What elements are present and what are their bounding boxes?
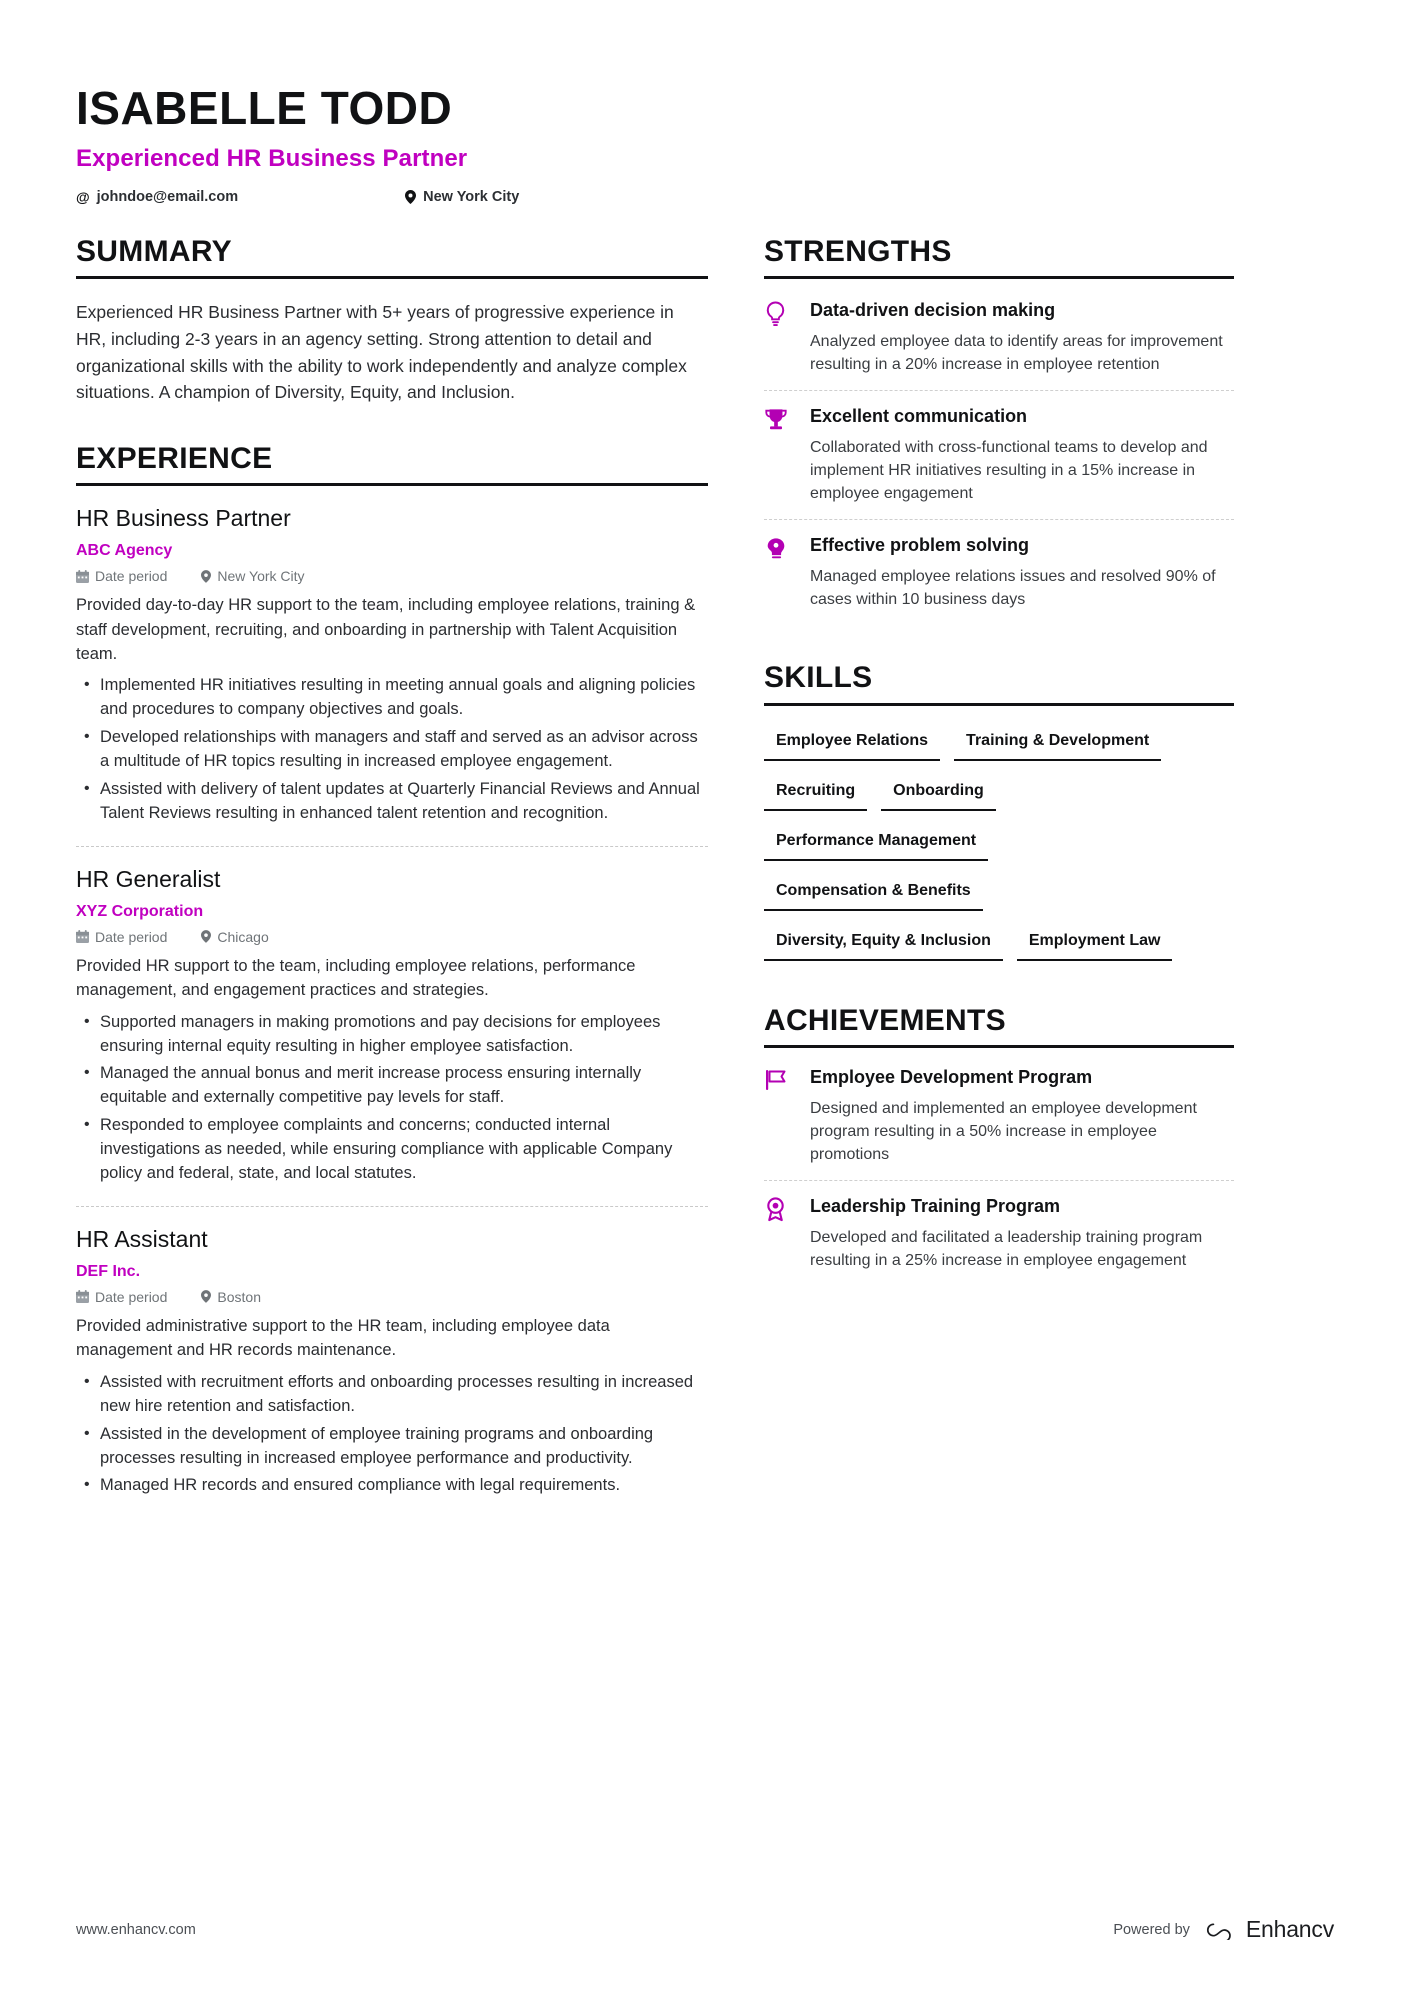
- contact-email[interactable]: [76, 189, 238, 205]
- strengths-list: [764, 279, 1234, 625]
- achievement-description: Designed and implemented an employee development program resulting in a 50% increase in employee promotions: [810, 1099, 1197, 1164]
- page-title: ISABELLE TODD: [76, 82, 453, 134]
- experience-bullets: [76, 674, 708, 826]
- head-gear-icon: [764, 534, 810, 611]
- experience-entry: [76, 1206, 708, 1498]
- list-item: • Responded to employee complaints and concerns; conducted internal investigations as needed, while ensuring compliance with applicable Company policy and federal, state, and local statutes.: [76, 1114, 708, 1186]
- skill-tag: Recruiting: [764, 776, 867, 811]
- strength-body: [810, 299, 1234, 376]
- experience-date: Date period: [95, 1288, 168, 1305]
- strength-body: [810, 534, 1234, 611]
- resume-columns: [76, 233, 1334, 1498]
- calendar-icon: [76, 930, 89, 943]
- strength-item: [764, 519, 1234, 625]
- strengths-section-title: STRENGTHS: [764, 233, 1234, 280]
- experience-date: Date period: [95, 568, 168, 585]
- achievement-body: [810, 1066, 1234, 1166]
- achievement-description: Developed and facilitated a leadership training program resulting in a 25% increase in employee engagement: [810, 1228, 1203, 1269]
- list-item: • Assisted with recruitment efforts and onboarding processes resulting in increased new hire retention and satisfaction.: [76, 1371, 708, 1419]
- list-item: • Managed HR records and ensured compliance with legal requirements.: [76, 1474, 708, 1498]
- list-item: • Supported managers in making promotions and pay decisions for employees ensuring internal equity resulting in higher employee satisfaction.: [76, 1011, 708, 1059]
- strength-description: Collaborated with cross-functional teams to develop and implement HR initiatives resulting in a 15% increase in employee engagement: [810, 438, 1208, 503]
- list-item: • Implemented HR initiatives resulting in meeting annual goals and aligning policies and procedures to company objectives and goals.: [76, 674, 708, 722]
- strength-description: Analyzed employee data to identify areas for improvement resulting in a 20% increase in employee retention: [810, 332, 1223, 374]
- experience-entry: [76, 846, 708, 1186]
- achievement-item: [764, 1180, 1234, 1286]
- experience-company: XYZ Corporation: [76, 902, 204, 920]
- experience-section-title: EXPERIENCE: [76, 440, 708, 487]
- list-item: • Managed the annual bonus and merit increase process ensuring internally equitable and externally competitive pay levels for staff.: [76, 1062, 708, 1110]
- footer-url[interactable]: www.enhancv.com: [76, 1921, 196, 1938]
- strength-title: Effective problem solving: [810, 535, 1030, 556]
- experience-job-title: HR Business Partner: [76, 505, 291, 532]
- lightbulb-icon: [764, 299, 810, 376]
- skills-list: [764, 726, 1234, 976]
- flag-icon: [764, 1066, 810, 1166]
- page-footer: [76, 1916, 1334, 1943]
- experience-location: New York City: [217, 568, 305, 585]
- experience-meta: [76, 568, 708, 584]
- experience-bullets: [76, 1011, 708, 1186]
- contact-row: [76, 189, 1334, 205]
- experience-meta: [76, 929, 708, 945]
- experience-company: ABC Agency: [76, 542, 173, 560]
- summary-section-title: SUMMARY: [76, 233, 708, 280]
- experience-location: Boston: [217, 1288, 261, 1305]
- at-sign-icon: @: [76, 188, 90, 205]
- achievement-title: Employee Development Program: [810, 1067, 1093, 1088]
- award-ribbon-icon: [764, 1195, 810, 1272]
- skill-tag: Training & Development: [954, 726, 1161, 761]
- strength-body: [810, 405, 1234, 505]
- experience-bullets: [76, 1371, 708, 1499]
- achievements-section-title: ACHIEVEMENTS: [764, 1002, 1234, 1049]
- spacer: [76, 406, 708, 440]
- enhancv-logo: [1204, 1916, 1334, 1943]
- calendar-icon: [76, 1290, 89, 1303]
- list-item: • Developed relationships with managers and staff and served as an advisor across a multitude of HR topics resulting in increased employee engagement.: [76, 726, 708, 774]
- strength-item: [764, 279, 1234, 390]
- achievement-body: [810, 1195, 1234, 1272]
- map-pin-icon: [201, 1290, 211, 1303]
- powered-by-label: Powered by: [1113, 1921, 1190, 1938]
- skill-tag: Employment Law: [1017, 926, 1173, 961]
- left-column: [76, 233, 764, 1498]
- powered-by: [1113, 1916, 1334, 1943]
- experience-company: DEF Inc.: [76, 1262, 141, 1280]
- experience-job-title: HR Generalist: [76, 865, 221, 892]
- experience-description: Provided HR support to the team, including employee relations, performance management, and engagement practices and strategies.: [76, 956, 636, 1000]
- strength-title: Excellent communication: [810, 406, 1028, 427]
- job-role-subtitle: Experienced HR Business Partner: [76, 144, 468, 172]
- experience-location: Chicago: [217, 928, 269, 945]
- strength-item: [764, 390, 1234, 519]
- map-pin-icon: [201, 570, 211, 583]
- resume-header: [76, 82, 1334, 205]
- achievements-list: [764, 1048, 1234, 1286]
- experience-meta: [76, 1289, 708, 1305]
- strength-title: Data-driven decision making: [810, 300, 1056, 321]
- skills-section-title: SKILLS: [764, 659, 1234, 706]
- right-column: [764, 233, 1234, 1498]
- achievement-title: Leadership Training Program: [810, 1196, 1061, 1217]
- spacer: [764, 976, 1234, 1002]
- experience-description: Provided day-to-day HR support to the team, including employee relations, training & staff development, recruiting, and onboarding in partnership with Talent Acquisition team.: [76, 596, 696, 663]
- skill-tag: Diversity, Equity & Inclusion: [764, 926, 1003, 961]
- summary-text: Experienced HR Business Partner with 5+ years of progressive experience in HR, including 2-3 years in an agency setting. Strong attention to detail and organizational skills with the ability to work independently and analyze complex situations. A champion of Diversity, Equity, and Inclusion.: [76, 302, 687, 403]
- brand-name: Enhancv: [1245, 1916, 1334, 1942]
- skill-tag: Onboarding: [881, 776, 996, 811]
- skill-tag: Employee Relations: [764, 726, 940, 761]
- skill-tag: Performance Management: [764, 826, 988, 861]
- experience-entry: [76, 486, 708, 826]
- location-text: New York City: [423, 188, 520, 205]
- achievement-item: [764, 1048, 1234, 1180]
- experience-job-title: HR Assistant: [76, 1226, 208, 1253]
- map-pin-icon: [201, 930, 211, 943]
- trophy-icon: [764, 405, 810, 505]
- spacer: [764, 625, 1234, 659]
- infinity-icon: [1204, 1920, 1238, 1940]
- skill-tag: Compensation & Benefits: [764, 876, 983, 911]
- contact-location: [405, 189, 519, 205]
- experience-date: Date period: [95, 928, 168, 945]
- email-text: johndoe@email.com: [96, 188, 239, 205]
- map-pin-icon: [405, 190, 416, 204]
- experience-description: Provided administrative support to the HR team, including employee data management and HR records maintenance.: [76, 1316, 610, 1360]
- calendar-icon: [76, 570, 89, 583]
- list-item: • Assisted with delivery of talent updates at Quarterly Financial Reviews and Annual Talent Reviews resulting in enhanced talent retention and recognition.: [76, 778, 708, 826]
- strength-description: Managed employee relations issues and resolved 90% of cases within 10 business days: [810, 567, 1216, 609]
- list-item: • Assisted in the development of employee training programs and onboarding processes resulting in increased employee performance and productivity.: [76, 1423, 708, 1471]
